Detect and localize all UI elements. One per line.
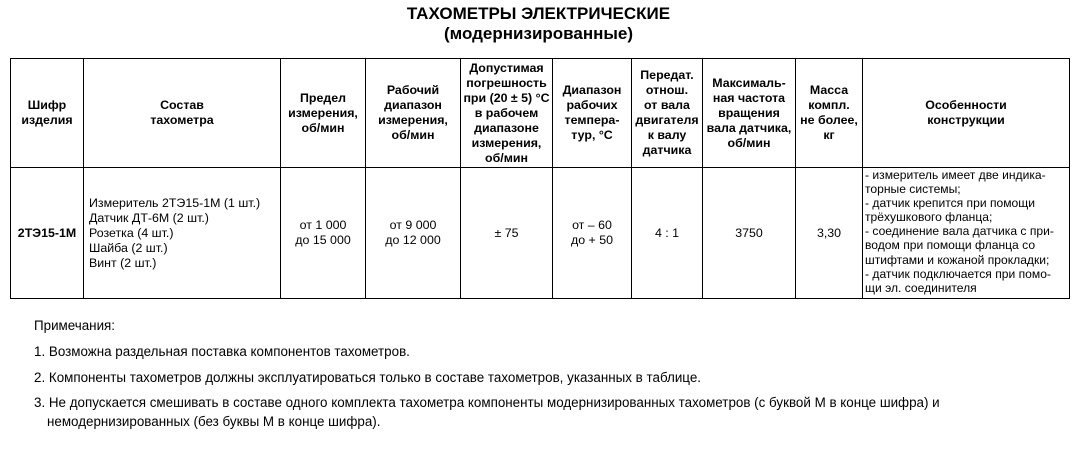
cell-temp: от – 60 до + 50: [553, 168, 632, 299]
notes-section: [34, 318, 940, 430]
header-temp: Диапазон рабочих темпера- тур, °С: [553, 59, 632, 168]
header-max-freq: Максималь- ная частота вращения вала датчика, об/мин: [703, 59, 796, 168]
header-limit: Предел измерения, об/мин: [281, 59, 366, 168]
cell-limit: от 1 000 до 15 000: [281, 168, 366, 299]
header-working-range: Рабочий диапазон измерения, об/мин: [366, 59, 461, 168]
note-item: 3. Не допускается смешивать в составе одного комплекта тахометра компоненты модернизированных тахометров (с буквой М в конце шифра) и: [34, 395, 940, 410]
cell-features: - измеритель имеет две индика- торные системы; - датчик крепится при помощи трёхушкового фланца; - соединение вала датчика с при- водом при помощи фланца со штифтами и кожаной прокладки; - датчик подключается при помо- щи эл. соединителя: [863, 168, 1070, 299]
table-header-row: [11, 59, 1070, 168]
cell-working-range: от 9 000 до 12 000: [366, 168, 461, 299]
note-item: 1. Возможна раздельная поставка компонентов тахометров.: [34, 344, 410, 359]
header-kit: Состав тахометра: [84, 59, 281, 168]
cell-mass: 3,30: [796, 168, 863, 299]
cell-code: 2ТЭ15-1М: [11, 168, 84, 299]
title-line-1: ТАХОМЕТРЫ ЭЛЕКТРИЧЕСКИЕ: [406, 4, 671, 23]
document-title: [0, 4, 1077, 44]
notes-title: Примечания:: [34, 318, 116, 333]
cell-kit: Измеритель 2ТЭ15-1М (1 шт.) Датчик ДТ-6М (2 шт.) Розетка (4 шт.) Шайба (2 шт.) Винт (2 шт.): [84, 168, 281, 299]
header-code: Шифр изделия: [11, 59, 84, 168]
header-mass: Масса компл. не более, кг: [796, 59, 863, 168]
header-ratio: Передат. отнош. от вала двигателя к валу датчика: [632, 59, 703, 168]
table-row: [11, 168, 1070, 299]
cell-max-freq: 3750: [703, 168, 796, 299]
cell-ratio: 4 : 1: [632, 168, 703, 299]
note-item: 2. Компоненты тахометров должны эксплуатироваться только в составе тахометров, указанных в таблице.: [34, 369, 701, 385]
header-features: Особенности конструкции: [863, 59, 1070, 168]
note-item-continuation: немодернизированных (без буквы М в конце шифра).: [47, 414, 381, 429]
title-line-2: (модернизированные): [443, 24, 634, 43]
tachometer-spec-table: [10, 58, 1070, 299]
header-error: Допустимая погрешность при (20 ± 5) °С в рабочем диапазоне измерения, об/мин: [461, 59, 553, 168]
cell-error: ± 75: [461, 168, 553, 299]
